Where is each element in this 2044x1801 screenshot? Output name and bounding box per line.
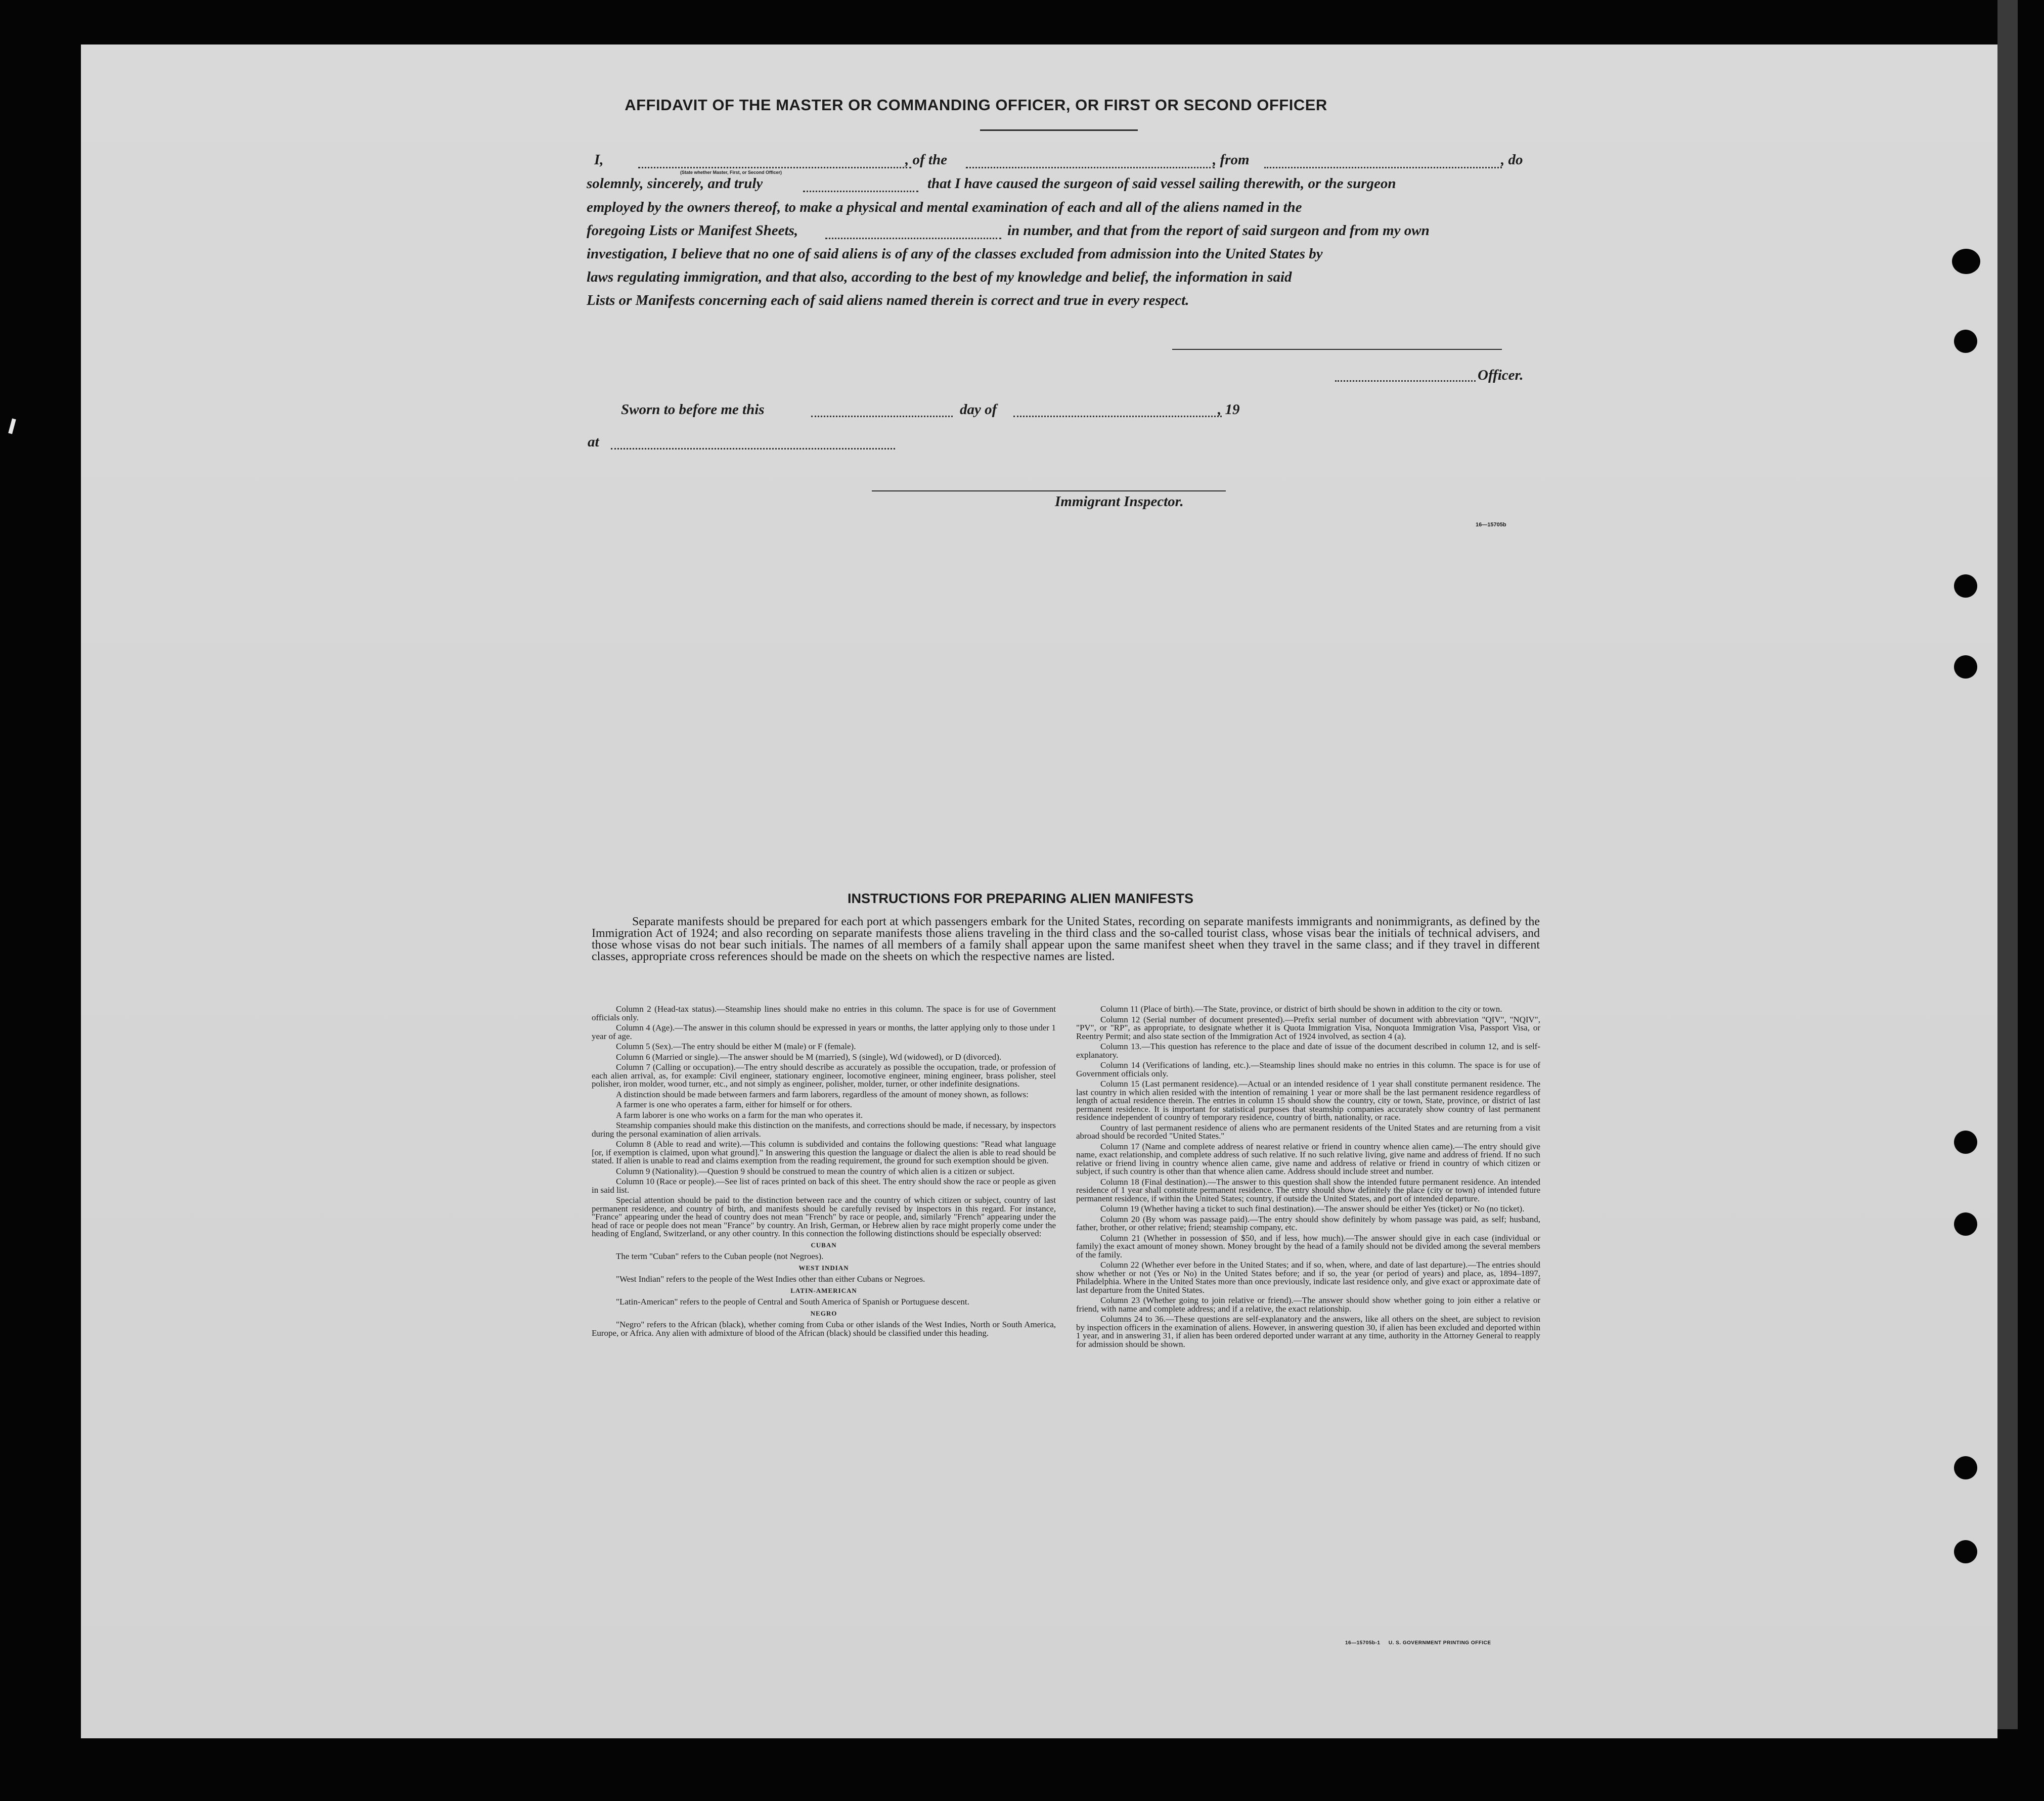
sheet-edge-shadow	[1997, 0, 2018, 1729]
instruction-paragraph: Column 12 (Serial number of document presented).—Prefix serial number of document with abbreviation "QIV", "NQIV", "PV", or "RP", as appropriate, to designate whether it is Quota Immigration Visa, Nonquota Immigration Visa, Passport Visa, or Reentry Permit; and also state section of the Immigration Act of 1924 involved, as section 4 (a).	[1076, 1014, 1540, 1041]
instruction-paragraph: A distinction should be made between farmers and farm laborers, regardless of the amount of money shown, as follows:	[616, 1089, 1029, 1099]
instruction-paragraph: Column 9 (Nationality).—Question 9 should be construed to mean the country of which alien is a citizen or subject.	[616, 1166, 1015, 1176]
cuban-definition: The term "Cuban" refers to the Cuban people (not Negroes).	[616, 1251, 824, 1261]
officer-rank-line	[638, 167, 911, 168]
affidavit-line2-end: that I have caused the surgeon of said vessel sailing therewith, or the surgeon	[927, 175, 1396, 192]
printer-name: U. S. GOVERNMENT PRINTING OFFICE	[1388, 1640, 1491, 1646]
sworn-label: Sworn to before me this	[621, 401, 765, 418]
binder-hole	[1954, 1540, 1977, 1563]
affidavit-line2-start: solemnly, sincerely, and truly	[587, 175, 763, 192]
day-of-label: day of	[960, 401, 997, 418]
officer-line	[1335, 380, 1476, 382]
instruction-paragraph: Column 23 (Whether going to join relative or friend).—The answer should show whether going to join either a relative or friend, with name and complete address; and if a relative, the exact relationship.	[1076, 1295, 1540, 1314]
instruction-paragraph: Column 20 (By whom was passage paid).—The entry should show definitely by whom passage was paid, as self; husband, father, brother, or other relative; friend; steamship company, etc.	[1076, 1214, 1540, 1232]
instruction-paragraph: Column 17 (Name and complete address of nearest relative or friend in country whence alien came).—The entry should give name, exact relationship, and complete address of such relative. If no such relative living, give name and address of friend. If no such relative or friend living in country whence alien came, give name and address of relative or friend in country of which citizen or subject, if such country is other than that whence alien came. Address should include street and number.	[1076, 1141, 1540, 1176]
edge-mark	[8, 418, 16, 434]
instructions-right-column	[1076, 1005, 1540, 1350]
negro-heading: NEGRO	[810, 1309, 837, 1317]
cuban-heading: CUBAN	[811, 1241, 837, 1249]
inspector-label: Immigrant Inspector.	[1055, 493, 1184, 510]
sworn-month-line	[1013, 416, 1222, 417]
latin-american-heading: LATIN-AMERICAN	[790, 1286, 857, 1294]
sworn-day-line	[811, 416, 953, 417]
sheets-count-line	[825, 238, 1001, 239]
instruction-paragraph: Country of last permanent residence of aliens who are permanent residents of the United States and are returning from a visit abroad should be recorded "United States."	[1076, 1122, 1540, 1141]
instructions-left-column	[592, 1005, 1056, 1339]
instruction-paragraph: Column 4 (Age).—The answer in this column should be expressed in years or months, the latter applying only to those under 1 year of age.	[592, 1023, 1056, 1041]
binder-hole	[1954, 655, 1977, 679]
binder-hole	[1954, 1212, 1977, 1236]
instruction-paragraph: Column 22 (Whether ever before in the United States; and if so, when, where, and date of last departure).—The entries should show whether or not (Yes or No) in the United States before; and if so, the year (or period of years) and place, as, 1894–1897, Philadelphia. Where in the United States more than once previously, indicate last residence only, and give exact or approximate date of last departure from the United States.	[1076, 1260, 1540, 1295]
port-line	[1264, 167, 1502, 168]
instruction-paragraph: Column 11 (Place of birth).—The State, province, or district of birth should be shown in addition to the city or town.	[1100, 1004, 1502, 1014]
affidavit-line6: laws regulating immigration, and that also, according to the best of my knowledge and belief, the information in said	[587, 269, 1292, 285]
instruction-paragraph: A farm laborer is one who works on a farm for the man who operates it.	[616, 1110, 863, 1120]
affidavit-title: AFFIDAVIT OF THE MASTER OR COMMANDING OFFICER, OR FIRST OR SECOND OFFICER	[625, 96, 1327, 114]
instructions-title: INSTRUCTIONS FOR PREPARING ALIEN MANIFESTS	[847, 891, 1194, 906]
vessel-line	[966, 167, 1215, 168]
printer-footer	[1345, 1640, 1491, 1646]
year-label: , 19	[1218, 401, 1240, 418]
instruction-paragraph: Column 5 (Sex).—The entry should be either M (male) or F (female).	[616, 1042, 856, 1051]
affidavit-form-code: 16—15705b	[1476, 522, 1506, 528]
title-underline	[980, 129, 1138, 131]
instruction-paragraph: Column 15 (Last permanent residence).—Actual or an intended residence of 1 year shall constitute permanent residence. The last country in which alien resided with the intention of remaining 1 year or more shall be the last permanent residence regardless of length of actual residence therein. The entries in column 15 should show the country, city or town, State, province, or district of last permanent residence. It is important for statistical purposes that steamship companies accurately show country of last permanent residence independent of country of temporary residence, country of birth, nationality, or race.	[1076, 1079, 1540, 1122]
instruction-paragraph: Column 8 (Able to read and write).—This column is subdivided and contains the following questions: "Read what language [or, if exemption is claimed, upon what ground]." In answering this question the language or dialect the alien is able to read should be stated. If alien is unable to read and claims exemption from the reading requirement, the ground for such exemption should be given.	[592, 1139, 1056, 1165]
affidavit-of-the: , of the	[905, 152, 947, 168]
negro-definition: "Negro" refers to the African (black), whether coming from Cuba or other islands of the West Indies, North or South America, Europe, or Africa. Any alien with admixture of blood of the African (black) should be classified under this heading.	[592, 1320, 1056, 1338]
instruction-paragraph: Column 2 (Head-tax status).—Steamship lines should make no entries in this column. The space is for use of Government officials only.	[592, 1004, 1056, 1022]
signature-line	[1172, 349, 1502, 350]
inspector-signature-line	[872, 490, 1226, 491]
instruction-paragraph: Steamship companies should make this distinction on the manifests, and corrections should be made, if necessary, by inspectors during the personal examination of alien arrivals.	[592, 1120, 1056, 1139]
binder-hole	[1952, 249, 1980, 274]
west-indian-definition: "West Indian" refers to the people of the West Indies other than either Cubans or Negroes.	[616, 1274, 925, 1284]
binder-hole	[1954, 1456, 1977, 1479]
binder-hole	[1954, 574, 1977, 598]
instruction-paragraph: A farmer is one who operates a farm, either for himself or for others.	[616, 1100, 852, 1109]
affidavit-from: , from	[1213, 152, 1250, 168]
instruction-paragraph: Column 19 (Whether having a ticket to such final destination).—The answer should be either Yes (ticket) or No (no ticket).	[1100, 1204, 1525, 1213]
binder-hole	[1954, 1131, 1977, 1154]
instruction-paragraph: Column 10 (Race or people).—See list of races printed on back of this sheet. The entry should show the race or people as given in said list.	[592, 1177, 1056, 1195]
rank-note: (State whether Master, First, or Second Officer)	[680, 170, 782, 175]
instruction-paragraph: Column 21 (Whether in possession of $50, and if less, how much).—The answer should give in each case (individual or family) the exact amount of money shown. Money brought by the head of a family should not be divided among the several members of the family.	[1076, 1233, 1540, 1259]
instruction-paragraph: Column 6 (Married or single).—The answer should be M (married), S (single), Wd (widowed), or D (divorced).	[616, 1052, 1002, 1062]
affidavit-line5: investigation, I believe that no one of said aliens is of any of the classes excluded from admission into the United States by	[587, 246, 1323, 262]
at-label: at	[588, 434, 599, 450]
instructions-intro: Separate manifests should be prepared for each port at which passengers embark for the United States, recording on separate manifests immigrants and nonimmigrants, as defined by the Immigration Act of 1924; and also recording on separate manifests those aliens traveling in the third class and the so-called tourist class, whose visas bear the initials of technical advisers, and those whose visas do not bear such initials. The names of all members of a family shall appear upon the same manifest sheet when they travel in the same class; and if they travel in different classes, appropriate cross references should be made on the sheets on which the respective names are listed.	[592, 915, 1540, 963]
instruction-paragraph: Special attention should be paid to the distinction between race and the country of which citizen or subject, country of last permanent residence, and country of birth, and manifests should be carefully revised by inspectors in this regard. For instance, "France" appearing under the head of country does not mean "French" by race or people, and, similarly "French" appearing under the head of race or people does not mean "France" by country. An Irish, German, or Hebrew alien by race might properly come under the heading of England, Switzerland, or any other country. In this connection the following distinctions should be especially observed:	[592, 1195, 1056, 1238]
oath-line	[803, 191, 918, 192]
instruction-paragraph: Column 7 (Calling or occupation).—The entry should describe as accurately as possible the occupation, trade, or profession of each alien arrival, as, for example: Civil engineer, stationary engineer, locomotive engineer, mining engineer, brass polisher, steel polisher, iron molder, wood turner, etc., and not simply as engineer, polisher, molder, turner, or other indefinite designations.	[592, 1062, 1056, 1089]
instruction-paragraph: Column 14 (Verifications of landing, etc.).—Steamship lines should make no entries in this column. The space is for use of Government officials only.	[1076, 1060, 1540, 1078]
affidavit-line7: Lists or Manifests concerning each of said aliens named therein is correct and true in every respect.	[587, 292, 1189, 308]
latin-american-definition: "Latin-American" refers to the people of Central and South America of Spanish or Portuguese descent.	[616, 1297, 969, 1307]
instruction-paragraph: Columns 24 to 36.—These questions are self-explanatory and the answers, like all others on the sheet, are subject to revision by inspection officers in the examination of aliens. However, in answering question 30, if alien has been excluded and deported within 1 year, and in answering 31, if alien has been ordered deported under warrant at any time, authority in the Attorney General to reapply for admission should be shown.	[1076, 1314, 1540, 1349]
instruction-paragraph: Column 18 (Final destination).—The answer to this question shall show the intended future permanent residence. An intended residence of 1 year shall constitute permanent residence. The entry should show definitely the place (city or town) of intended future permanent residence, if within the United States; country, if outside the United States, and port of intended departure.	[1076, 1177, 1540, 1203]
affidavit-line4-end: in number, and that from the report of said surgeon and from my own	[1007, 222, 1430, 239]
instructions-form-code: 16—15705b-1	[1345, 1640, 1381, 1646]
west-indian-heading: WEST INDIAN	[798, 1264, 849, 1272]
at-place-line	[611, 448, 895, 449]
affidavit-line4-start: foregoing Lists or Manifest Sheets,	[587, 222, 798, 239]
binder-hole	[1954, 330, 1977, 353]
officer-label: Officer.	[1478, 367, 1524, 383]
affidavit-line3: employed by the owners thereof, to make a physical and mental examination of each and all of the aliens named in the	[587, 199, 1302, 215]
affidavit-i: I,	[594, 152, 604, 168]
instruction-paragraph: Column 13.—This question has reference to the place and date of issue of the document described in column 12, and is self-explanatory.	[1076, 1042, 1540, 1060]
affidavit-do: , do	[1501, 152, 1523, 168]
